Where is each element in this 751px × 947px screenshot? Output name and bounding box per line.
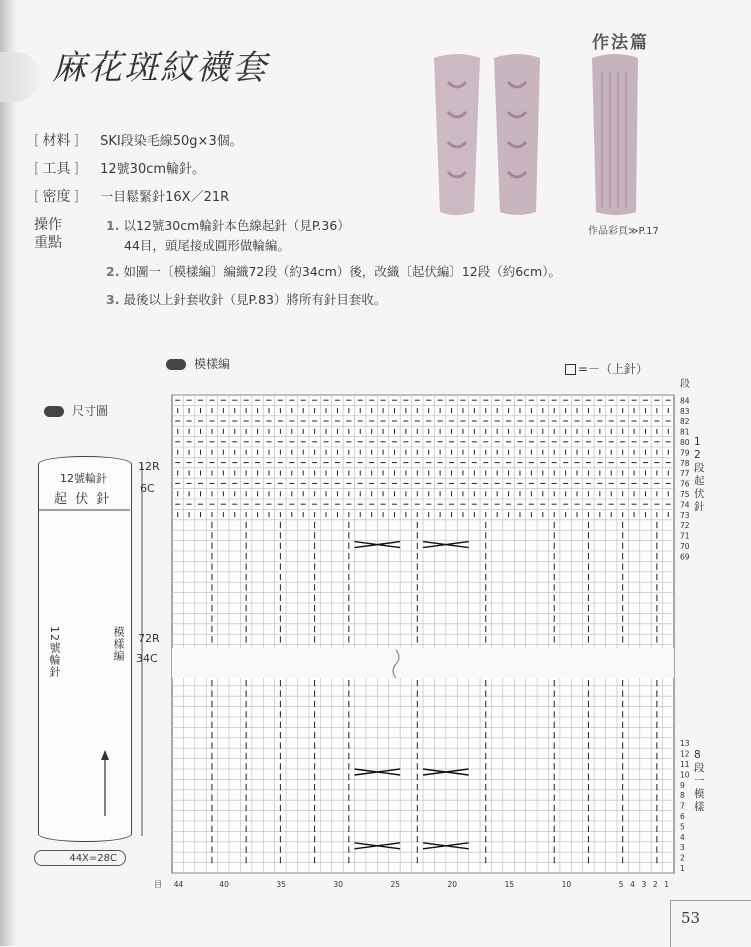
materials-row (34, 130, 243, 150)
knitting-chart (154, 379, 746, 893)
size-figure-label (44, 402, 108, 419)
row-number: 2 (680, 853, 685, 863)
dim-body-rows: 72R (138, 632, 160, 645)
row-number: 8 (680, 791, 685, 801)
row-number: 13 (680, 739, 690, 749)
col-number: 10 (561, 880, 572, 889)
tube-top-stitch: 起 伏 針 (54, 492, 112, 507)
col-number: 44 (173, 880, 184, 889)
photo-caption: 作品彩頁≫P.17 (588, 226, 659, 237)
upper-note: 1 (694, 436, 701, 448)
tube-needle-label: 12號輪針 (60, 472, 107, 485)
row-number: 10 (680, 770, 690, 780)
row-number: 12 (680, 749, 690, 759)
col-number: 40 (219, 880, 229, 889)
row-number: 76 (680, 479, 690, 489)
row-number: 9 (680, 780, 685, 790)
col-number: 20 (447, 880, 458, 889)
legend-text: =－（上針） (578, 362, 649, 376)
lower-note: 樣 (694, 801, 705, 813)
col-number: 25 (390, 880, 401, 889)
row-number: 75 (680, 490, 690, 499)
row-number: 69 (680, 552, 690, 562)
row-number: 83 (680, 406, 690, 416)
step-text: 如圖一〔模樣編〕編織72段（約34cm）後，改織〔起伏編〕12段（約6cm）。 (123, 264, 561, 279)
row-number: 80 (680, 438, 690, 447)
sock-photo-3 (588, 52, 642, 217)
figure-title: 模樣編 (194, 357, 231, 371)
col-number: 30 (333, 880, 343, 889)
row-number: 6 (680, 812, 685, 821)
header-decoration (0, 52, 40, 102)
chart-grid (172, 395, 674, 873)
lower-note: 一 (694, 775, 705, 787)
row-number: 81 (680, 427, 690, 437)
figure-tag (166, 359, 186, 370)
info-label: [ 材料 ] (34, 130, 96, 150)
upper-note: 起 (694, 475, 705, 487)
row-number: 71 (680, 531, 690, 541)
step-1-cont: 44目，頭尾接成圓形做輪編。 (124, 238, 290, 253)
info-label: [ 工具 ] (34, 158, 96, 178)
dim-body-cm: 34C (136, 652, 158, 665)
step-2 (106, 262, 561, 280)
sock-photo-2 (490, 52, 544, 217)
row-number: 3 (680, 843, 685, 853)
ops-label-line1: 操作 (34, 217, 62, 233)
col-number: 2 (652, 880, 658, 889)
page-number: 53 (681, 909, 701, 927)
col-header: 目 (154, 880, 162, 889)
page-number-box (670, 900, 751, 947)
col-number: 3 (641, 880, 647, 889)
row-number: 73 (680, 510, 690, 520)
row-number: 82 (680, 417, 690, 427)
legend-box-icon (565, 364, 576, 375)
dim-top-cm: 6C (140, 482, 155, 495)
step-text: 最後以上針套收針（見P.83）將所有針目套收。 (123, 292, 387, 307)
chart-figure-label (166, 355, 230, 372)
info-value: 一目鬆緊針16X／21R (100, 190, 230, 205)
row-number: 7 (680, 801, 685, 811)
info-value: 12號30cm輪針。 (100, 162, 206, 177)
figure-title: 尺寸圖 (72, 404, 109, 418)
page-binding-shadow (0, 0, 18, 946)
col-number: 1 (664, 880, 670, 889)
lower-note: 8 (694, 749, 701, 761)
row-number: 79 (680, 448, 690, 458)
upper-note: 伏 (694, 488, 705, 500)
row-number: 4 (680, 832, 685, 842)
row-number: 1 (680, 864, 685, 873)
row-number: 11 (680, 760, 690, 769)
row-number: 5 (680, 822, 685, 832)
upper-note: 針 (694, 501, 705, 513)
col-number: 4 (630, 880, 635, 889)
row-number: 77 (680, 469, 690, 479)
step-1 (106, 216, 350, 234)
chart-gap (172, 648, 674, 678)
info-label: [ 密度 ] (34, 186, 96, 206)
ops-label-line2: 重點 (34, 235, 62, 251)
ops-label (34, 216, 62, 252)
tube-body-needle: 12號輪針 (48, 626, 61, 678)
col-number: 35 (276, 880, 286, 889)
step-text: 以12號30cm輪針本色線起針（見P.36） (123, 218, 350, 233)
row-number: 84 (680, 396, 690, 406)
page-title: 麻花斑紋襪套 (52, 48, 268, 88)
sock-photo-1 (430, 52, 484, 217)
upper-note: 2 (694, 449, 701, 461)
gauge-row (34, 186, 229, 206)
tools-row (34, 158, 205, 178)
row-number: 72 (680, 521, 690, 531)
chart-legend (565, 360, 648, 377)
upper-note: 段 (694, 462, 705, 474)
lower-note: 模 (694, 788, 705, 800)
step-number: 3. (106, 292, 120, 307)
dim-top-rows: 12R (138, 460, 160, 473)
row-number: 70 (680, 542, 690, 551)
step-number: 1. (106, 218, 120, 233)
tube-body-stitch: 模樣編 (112, 626, 125, 662)
row-number: 74 (680, 500, 690, 510)
col-number: 15 (504, 880, 515, 889)
section-label: 作法篇 (592, 33, 649, 53)
row-header: 段 (680, 379, 690, 390)
figure-tag (44, 406, 64, 417)
col-number: 5 (618, 880, 624, 889)
width-measure: 44X=28C (34, 850, 126, 866)
step-3 (106, 290, 386, 308)
lower-note: 段 (694, 762, 705, 774)
info-value: SKI段染毛線50g×3個。 (100, 134, 243, 149)
row-number: 78 (680, 458, 690, 468)
step-number: 2. (106, 264, 120, 279)
